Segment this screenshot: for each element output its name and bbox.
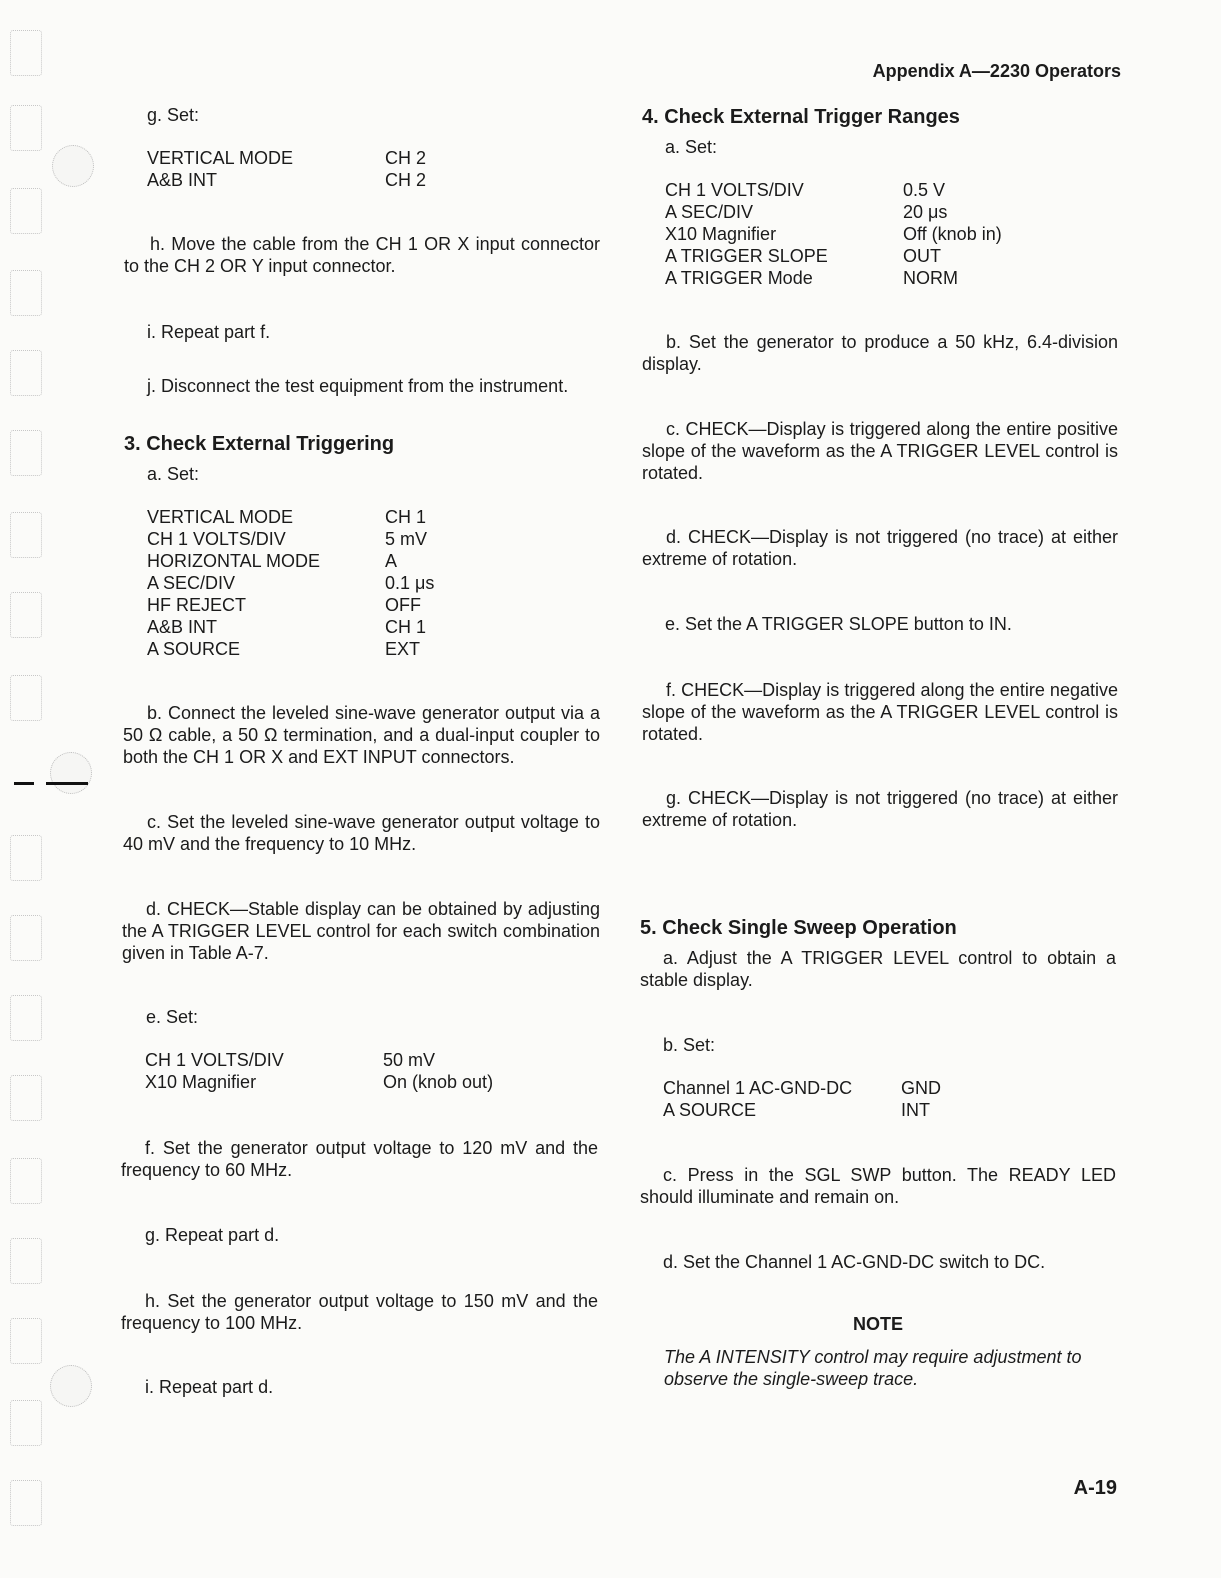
setting-row (147, 147, 547, 169)
setting-value: 0.1 μs (385, 573, 435, 593)
step-3i: i. Repeat part d. (145, 1377, 274, 1397)
settings-list (665, 179, 1085, 289)
setting-row (147, 528, 547, 550)
step-i: i. Repeat part f. (147, 322, 271, 342)
step-5a: a. Adjust the A TRIGGER LEVEL control to obtain a stable display. (640, 948, 1116, 990)
setting-name: A TRIGGER Mode (665, 268, 813, 288)
step-3a-label: a. Set: (147, 464, 200, 484)
setting-name: CH 1 VOLTS/DIV (665, 180, 804, 200)
step-3f: f. Set the generator output voltage to 120 mV and the frequency to 60 MHz. (121, 1138, 598, 1180)
setting-name: A&B INT (147, 617, 218, 637)
setting-row (663, 1099, 1083, 1121)
settings-list (145, 1049, 545, 1093)
step-5b-label: b. Set: (663, 1035, 716, 1055)
setting-row (145, 1049, 545, 1071)
setting-row (147, 638, 547, 660)
section-5-heading: 5. Check Single Sweep Operation (640, 917, 957, 939)
binder-tab (10, 1480, 42, 1526)
binder-tab (10, 1238, 42, 1284)
setting-value: INT (901, 1100, 930, 1120)
setting-value: EXT (385, 639, 421, 659)
binder-mark (46, 782, 88, 785)
section-4-heading: 4. Check External Trigger Ranges (642, 106, 960, 128)
setting-value: 0.5 V (903, 180, 946, 200)
step-4c: c. CHECK—Display is triggered along the entire positive slope of the waveform as the A TRIGGER LEVEL control is rotated. (642, 419, 1118, 483)
binder-tab (10, 995, 42, 1041)
setting-value: 5 mV (385, 529, 428, 549)
section-3-heading: 3. Check External Triggering (124, 433, 395, 455)
setting-name: CH 1 VOLTS/DIV (145, 1050, 284, 1070)
step-3e-label: e. Set: (146, 1007, 199, 1027)
setting-value: NORM (903, 268, 958, 288)
setting-value: CH 1 (385, 507, 427, 527)
punch-hole (52, 145, 94, 187)
binder-tab (10, 915, 42, 961)
step-4e: e. Set the A TRIGGER SLOPE button to IN. (665, 614, 1012, 634)
setting-row (147, 572, 547, 594)
settings-list (147, 506, 547, 660)
setting-value: CH 2 (385, 148, 427, 168)
setting-name: A SOURCE (663, 1100, 757, 1120)
setting-row (147, 550, 547, 572)
step-5d: d. Set the Channel 1 AC-GND-DC switch to DC. (663, 1252, 1046, 1272)
punch-hole (50, 1365, 92, 1407)
binder-tab (10, 270, 42, 316)
setting-name: A TRIGGER SLOPE (665, 246, 828, 266)
setting-row (663, 1077, 1083, 1099)
binder-mark (14, 782, 34, 785)
setting-row (147, 594, 547, 616)
binder-tab (10, 430, 42, 476)
step-4g: g. CHECK—Display is not triggered (no trace) at either extreme of rotation. (642, 788, 1118, 830)
binder-tab (10, 30, 42, 76)
setting-name: X10 Magnifier (145, 1072, 257, 1092)
setting-name: Channel 1 AC-GND-DC (663, 1078, 853, 1098)
setting-row (665, 179, 1085, 201)
step-3d: d. CHECK—Stable display can be obtained by adjusting the A TRIGGER LEVEL control for each switch combination given in Table A-7. (122, 899, 600, 963)
setting-value: On (knob out) (383, 1072, 494, 1092)
binder-tab (10, 835, 42, 881)
setting-value: OUT (903, 246, 941, 266)
step-3b: b. Connect the leveled sine-wave generator output via a 50 Ω cable, a 50 Ω termination, and a dual-input coupler to both the CH 1 OR X and EXT INPUT connectors. (123, 703, 600, 767)
setting-row (665, 201, 1085, 223)
step-4b: b. Set the generator to produce a 50 kHz, 6.4-division display. (642, 332, 1118, 374)
setting-name: VERTICAL MODE (147, 148, 294, 168)
step-j: j. Disconnect the test equipment from the instrument. (147, 376, 569, 396)
page-number: A-19 (1073, 1477, 1117, 1499)
punch-hole (50, 752, 92, 794)
setting-row (665, 245, 1085, 267)
binder-tab (10, 105, 42, 151)
setting-value: CH 2 (385, 170, 427, 190)
binder-tab (10, 188, 42, 234)
setting-row (147, 616, 547, 638)
note-title: NOTE (852, 1314, 903, 1334)
step-3g: g. Repeat part d. (145, 1225, 280, 1245)
setting-row (145, 1071, 545, 1093)
setting-name: A SEC/DIV (665, 202, 754, 222)
setting-name: HORIZONTAL MODE (147, 551, 321, 571)
step-4d: d. CHECK—Display is not triggered (no trace) at either extreme of rotation. (642, 527, 1118, 569)
setting-name: HF REJECT (147, 595, 246, 615)
setting-value: 20 μs (903, 202, 948, 222)
settings-list (663, 1077, 1083, 1121)
page-header: Appendix A—2230 Operators (872, 61, 1121, 81)
setting-value: 50 mV (383, 1050, 436, 1070)
setting-value: GND (901, 1078, 941, 1098)
setting-name: VERTICAL MODE (147, 507, 294, 527)
setting-name: A SOURCE (147, 639, 241, 659)
setting-name: A SEC/DIV (147, 573, 236, 593)
setting-row (147, 169, 547, 191)
setting-value: A (385, 551, 398, 571)
step-4f: f. CHECK—Display is triggered along the entire negative slope of the waveform as the A TRIGGER LEVEL control is rotated. (642, 680, 1118, 744)
setting-row (665, 223, 1085, 245)
setting-row (147, 506, 547, 528)
binder-tab (10, 592, 42, 638)
step-g-label: g. Set: (147, 105, 200, 125)
setting-value: OFF (385, 595, 421, 615)
step-3h: h. Set the generator output voltage to 150 mV and the frequency to 100 MHz. (121, 1291, 598, 1333)
setting-row (665, 267, 1085, 289)
settings-list (147, 147, 547, 191)
step-5c: c. Press in the SGL SWP button. The READY LED should illuminate and remain on. (640, 1165, 1116, 1207)
binder-tab (10, 350, 42, 396)
binder-tab (10, 1400, 42, 1446)
step-h: h. Move the cable from the CH 1 OR X input connector to the CH 2 OR Y input connector. (124, 234, 600, 276)
binder-tab (10, 1318, 42, 1364)
binder-tab (10, 512, 42, 558)
step-3c: c. Set the leveled sine-wave generator output voltage to 40 mV and the frequency to 10 MHz. (123, 812, 600, 854)
binder-tab (10, 1075, 42, 1121)
setting-name: X10 Magnifier (665, 224, 777, 244)
note-body: The A INTENSITY control may require adjustment to observe the single-sweep trace. (664, 1347, 1082, 1389)
step-4a-label: a. Set: (665, 137, 718, 157)
binder-tab (10, 675, 42, 721)
setting-value: Off (knob in) (903, 224, 1002, 244)
setting-name: CH 1 VOLTS/DIV (147, 529, 286, 549)
binder-tab (10, 1158, 42, 1204)
setting-name: A&B INT (147, 170, 218, 190)
setting-value: CH 1 (385, 617, 427, 637)
